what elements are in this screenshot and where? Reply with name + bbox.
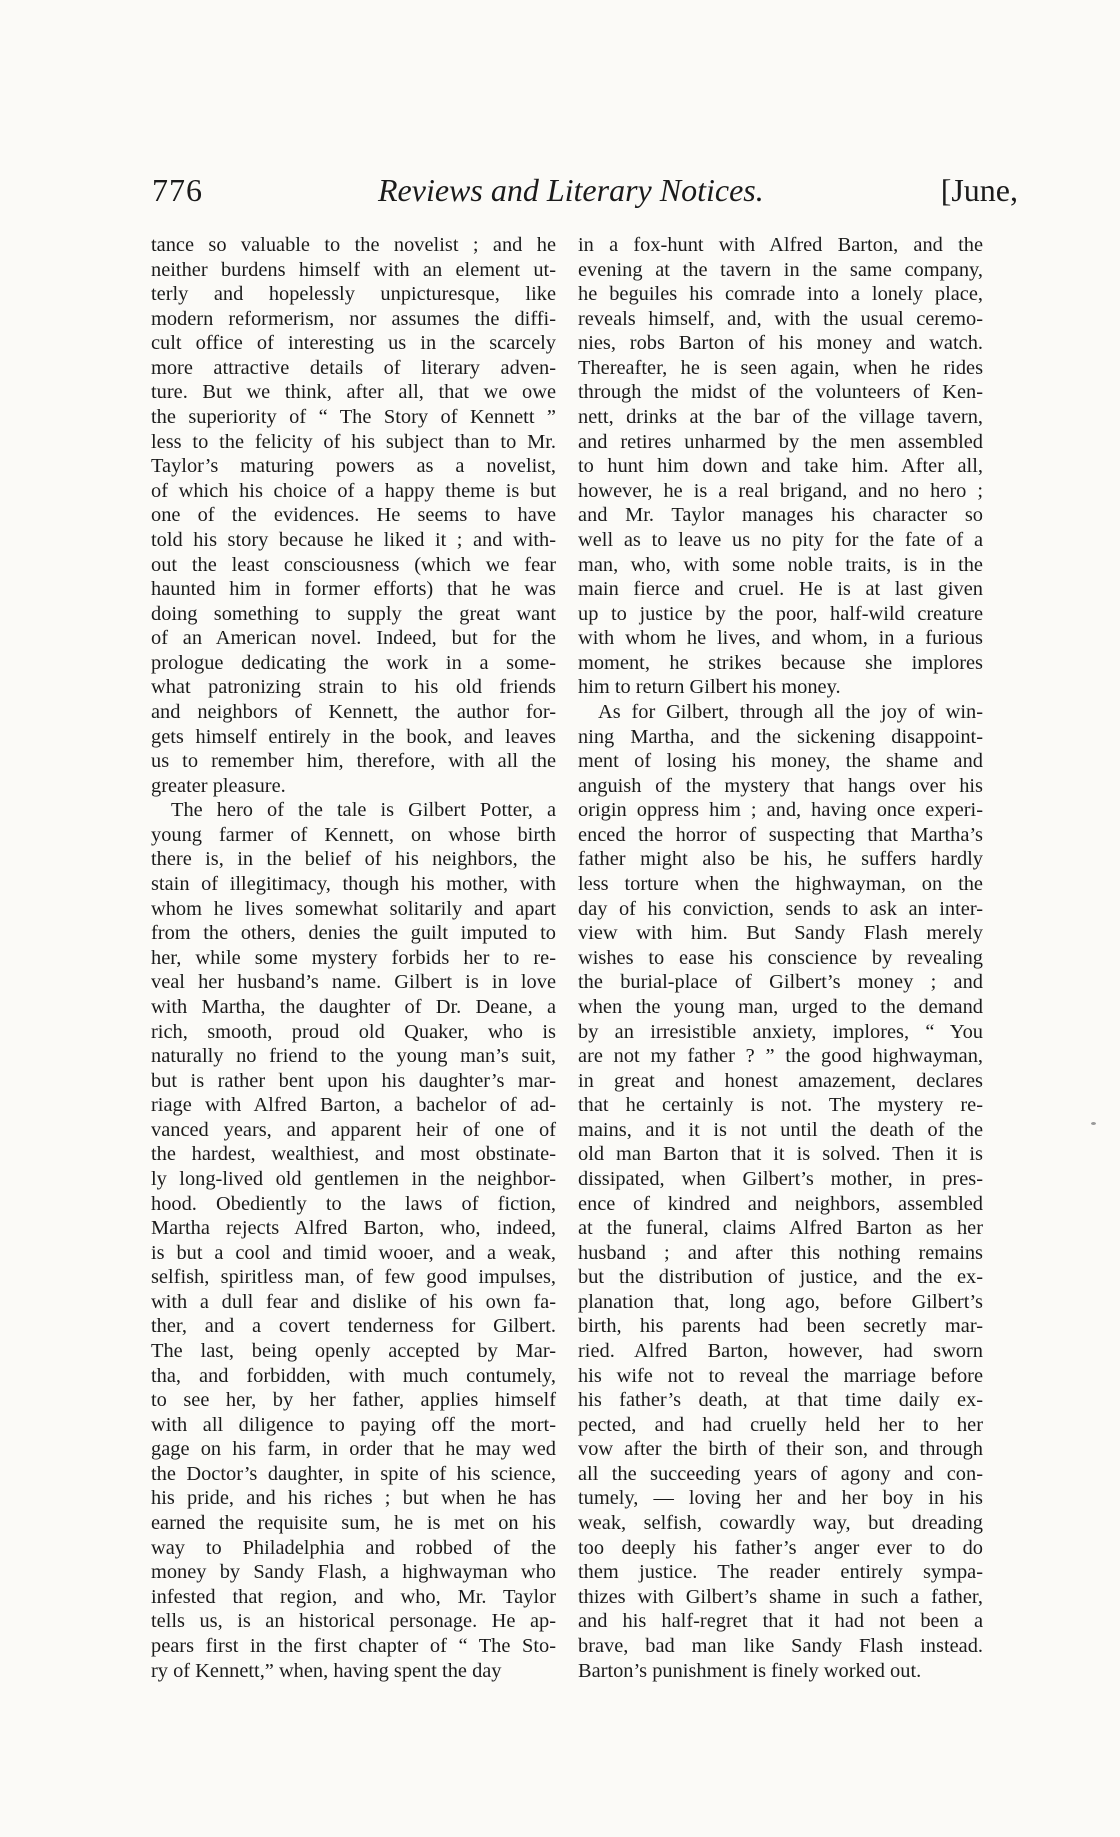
text-line: his pride, and his riches ; but when he has <box>151 1487 556 1510</box>
text-line: however, he is a real brigand, and no hero ; <box>578 479 983 502</box>
text-line: up to justice by the poor, half-wild creature <box>578 602 983 625</box>
text-line: when the young man, urged to the demand <box>578 995 983 1018</box>
text-line: them justice. The reader entirely sympa- <box>578 1561 983 1584</box>
text-line: whom he lives somewhat solitarily and apart <box>151 897 556 920</box>
text-line: vow after the birth of their son, and through <box>578 1438 983 1461</box>
text-line: with Martha, the daughter of Dr. Deane, a <box>151 995 556 1018</box>
text-line: tells us, is an historical personage. He ap- <box>151 1610 556 1633</box>
left-column <box>151 233 556 1683</box>
running-header <box>152 172 1018 224</box>
text-line: her, while some mystery forbids her to re- <box>151 946 556 969</box>
text-line: him to return Gilbert his money. <box>578 676 841 699</box>
text-line: terly and hopelessly unpicturesque, like <box>151 283 556 306</box>
text-line: naturally no friend to the young man’s suit, <box>151 1045 556 1068</box>
text-line: to see her, by her father, applies himself <box>151 1389 556 1412</box>
text-line: nies, robs Barton of his money and watch. <box>578 332 983 355</box>
text-line: and his half-regret that it had not been a <box>578 1610 983 1633</box>
text-line: wishes to ease his conscience by revealing <box>578 946 983 969</box>
text-line: too deeply his father’s anger ever to do <box>578 1536 983 1559</box>
running-title: Reviews and Literary Notices. <box>378 172 764 208</box>
text-line: neither burdens himself with an element ut- <box>151 258 556 281</box>
text-line: nett, drinks at the bar of the village tavern, <box>578 406 983 429</box>
issue-month: [June, <box>940 172 1018 208</box>
text-line: Taylor’s maturing powers as a novelist, <box>151 455 556 478</box>
text-line: told his story because he liked it ; and with- <box>151 528 556 551</box>
text-line: view with him. But Sandy Flash merely <box>578 922 983 945</box>
text-line: reveals himself, and, with the usual ceremo- <box>578 307 983 330</box>
text-line: from the others, denies the guilt imputed to <box>151 922 556 945</box>
text-line: us to remember him, therefore, with all the <box>151 750 556 773</box>
text-line: ry of Kennett,” when, having spent the day <box>151 1659 502 1682</box>
text-line: ence of kindred and neighbors, assembled <box>578 1192 983 1215</box>
text-line: by an irresistible anxiety, implores, “ You <box>578 1020 983 1043</box>
text-line: old man Barton that it is solved. Then it is <box>578 1143 983 1166</box>
text-line: planation that, long ago, before Gilbert’s <box>578 1290 983 1313</box>
text-line: origin oppress him ; and, having once experi- <box>578 799 983 822</box>
text-line: enced the horror of suspecting that Martha’s <box>578 823 983 846</box>
text-line: brave, bad man like Sandy Flash instead. <box>578 1634 983 1657</box>
text-line: of an American novel. Indeed, but for the <box>151 627 556 650</box>
text-line: man, who, with some noble traits, is in the <box>578 553 983 576</box>
text-line: his father’s death, at that time daily ex- <box>578 1389 983 1412</box>
text-line: but is rather bent upon his daughter’s mar- <box>151 1069 556 1092</box>
text-line: father might also be his, he suffers hardly <box>578 848 983 871</box>
text-line: more attractive details of literary adven- <box>151 356 556 379</box>
text-line: and retires unharmed by the men assembled <box>578 430 983 453</box>
text-line: The hero of the tale is Gilbert Potter, a <box>171 799 556 822</box>
text-line: ther, and a covert tenderness for Gilbert. <box>151 1315 556 1338</box>
text-line: young farmer of Kennett, on whose birth <box>151 823 556 846</box>
text-line: The last, being openly accepted by Mar- <box>151 1340 556 1363</box>
page-number: 776 <box>152 172 203 208</box>
text-line: are not my father ? ” the good highwayman, <box>578 1045 983 1068</box>
text-line: he beguiles his comrade into a lonely place, <box>578 283 983 306</box>
text-line: well as to leave us no pity for the fate of a <box>578 528 983 551</box>
text-line: in great and honest amazement, declares <box>578 1069 983 1092</box>
text-line: but the distribution of justice, and the ex- <box>578 1266 983 1289</box>
text-line: moment, he strikes because she implores <box>578 651 983 674</box>
text-line: with all diligence to paying off the mort- <box>151 1413 556 1436</box>
text-line: main fierce and cruel. He is at last given <box>578 578 983 601</box>
text-line: cult office of interesting us in the scarcely <box>151 332 556 355</box>
text-line: is but a cool and timid wooer, and a weak, <box>151 1241 556 1264</box>
text-line: and neighbors of Kennett, the author for- <box>151 700 556 723</box>
text-line: the hardest, wealthiest, and most obstinate- <box>151 1143 556 1166</box>
text-line: day of his conviction, sends to ask an inter- <box>578 897 983 920</box>
text-line: with a dull fear and dislike of his own fa- <box>151 1290 556 1313</box>
text-line: Barton’s punishment is finely worked out. <box>578 1659 922 1682</box>
text-line: the burial-place of Gilbert’s money ; and <box>578 971 983 994</box>
text-line: As for Gilbert, through all the joy of win- <box>598 700 983 723</box>
text-line: gage on his farm, in order that he may wed <box>151 1438 556 1461</box>
text-line: rich, smooth, proud old Quaker, who is <box>151 1020 556 1043</box>
text-line: money by Sandy Flash, a highwayman who <box>151 1561 556 1584</box>
text-line: his wife not to reveal the marriage before <box>578 1364 983 1387</box>
text-line: in a fox-hunt with Alfred Barton, and the <box>578 234 983 256</box>
text-line: husband ; and after this nothing remains <box>578 1241 983 1264</box>
text-line: Martha rejects Alfred Barton, who, indeed, <box>151 1217 556 1240</box>
text-line: mains, and it is not until the death of the <box>578 1118 983 1141</box>
text-line: and Mr. Taylor manages his character so <box>578 504 983 527</box>
text-line: less torture when the highwayman, on the <box>578 873 983 896</box>
text-line: haunted him in former efforts) that he was <box>151 578 556 601</box>
text-line: tance so valuable to the novelist ; and he <box>151 234 556 256</box>
text-line: dissipated, when Gilbert’s mother, in pres- <box>578 1167 983 1190</box>
text-line: ning Martha, and the sickening disappoint- <box>578 725 983 748</box>
text-line: hood. Obediently to the laws of fiction, <box>151 1192 556 1215</box>
text-line: infested that region, and who, Mr. Taylor <box>151 1585 556 1608</box>
text-line: the Doctor’s daughter, in spite of his science, <box>151 1462 556 1485</box>
text-line: veal her husband’s name. Gilbert is in love <box>151 971 556 994</box>
text-line: the superiority of “ The Story of Kennett ” <box>151 406 556 429</box>
text-line: selfish, spiritless man, of few good impulses, <box>151 1266 556 1289</box>
text-line: anguish of the mystery that hangs over his <box>578 774 983 797</box>
text-line: riage with Alfred Barton, a bachelor of ad- <box>151 1094 556 1117</box>
text-line: tumely, — loving her and her boy in his <box>578 1487 983 1510</box>
text-line: thizes with Gilbert’s shame in such a father, <box>578 1585 983 1608</box>
text-line: at the funeral, claims Alfred Barton as her <box>578 1217 983 1240</box>
text-line: birth, his parents had been secretly mar- <box>578 1315 983 1338</box>
text-line: evening at the tavern in the same company, <box>578 258 983 281</box>
text-line: there is, in the belief of his neighbors, the <box>151 848 556 871</box>
text-line: to hunt him down and take him. After all, <box>578 455 983 478</box>
text-line: ried. Alfred Barton, however, had sworn <box>578 1340 983 1363</box>
text-line: through the midst of the volunteers of Ken- <box>578 381 983 404</box>
text-line: prologue dedicating the work in a some- <box>151 651 556 674</box>
right-column <box>578 233 983 1683</box>
text-line: pected, and had cruelly held her to her <box>578 1413 983 1436</box>
text-line: less to the felicity of his subject than to Mr. <box>151 430 556 453</box>
text-line: all the succeeding years of agony and con- <box>578 1462 983 1485</box>
text-line: ment of losing his money, the shame and <box>578 750 983 773</box>
text-line: doing something to supply the great want <box>151 602 556 625</box>
text-line: earned the requisite sum, he is met on his <box>151 1512 556 1535</box>
text-line: ture. But we think, after all, that we owe <box>151 381 556 404</box>
text-line: that he certainly is not. The mystery re- <box>578 1094 983 1117</box>
text-line: with whom he lives, and whom, in a furious <box>578 627 983 650</box>
text-line: stain of illegitimacy, though his mother, with <box>151 873 556 896</box>
print-speck <box>1091 1122 1096 1125</box>
text-line: tha, and forbidden, with much contumely, <box>151 1364 556 1387</box>
text-line: one of the evidences. He seems to have <box>151 504 556 527</box>
text-line: of which his choice of a happy theme is but <box>151 479 556 502</box>
text-line: Thereafter, he is seen again, when he rides <box>578 356 983 379</box>
text-line: vanced years, and apparent heir of one of <box>151 1118 556 1141</box>
text-line: out the least consciousness (which we fear <box>151 553 556 576</box>
text-line: greater pleasure. <box>151 774 286 797</box>
text-line: what patronizing strain to his old friends <box>151 676 556 699</box>
text-line: pears first in the first chapter of “ The Sto- <box>151 1634 556 1657</box>
text-line: gets himself entirely in the book, and leaves <box>151 725 556 748</box>
text-line: way to Philadelphia and robbed of the <box>151 1536 556 1559</box>
text-line: ly long-lived old gentlemen in the neighbor- <box>151 1167 556 1190</box>
text-line: modern reformerism, nor assumes the diffi- <box>151 307 556 330</box>
text-line: weak, selfish, cowardly way, but dreading <box>578 1512 983 1535</box>
